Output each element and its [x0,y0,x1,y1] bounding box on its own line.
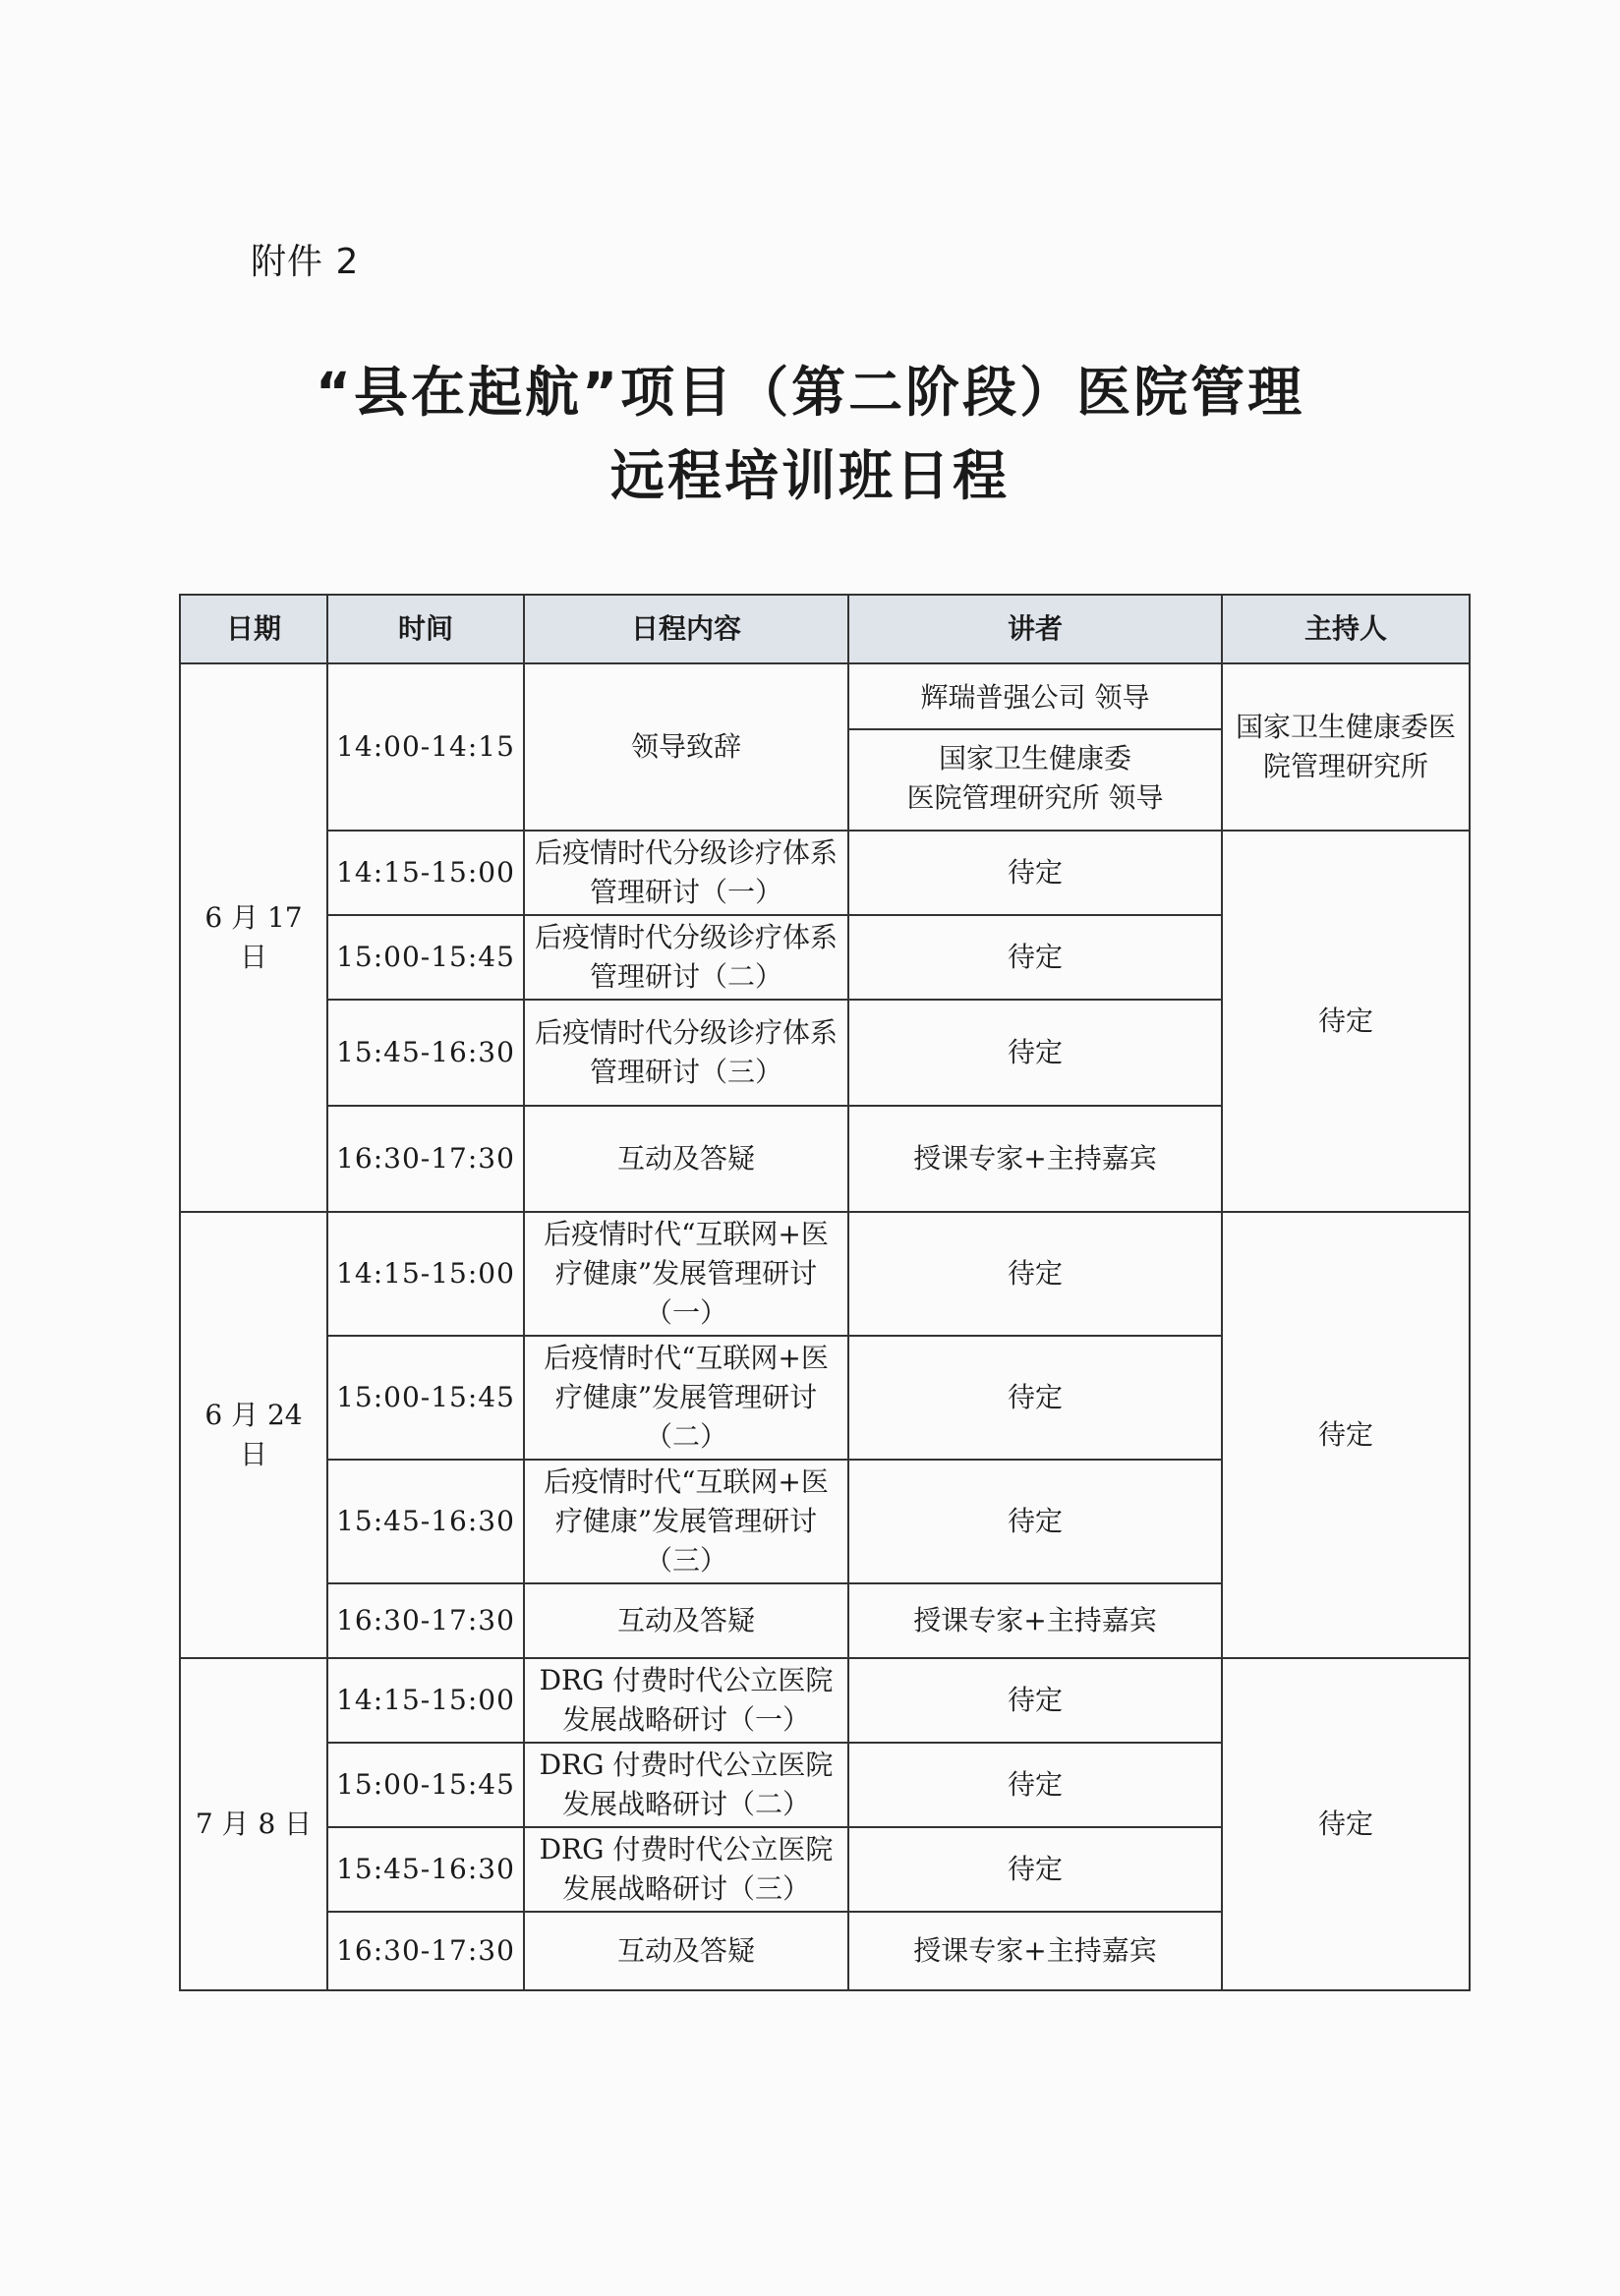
time-cell: 14:15-15:00 [327,1658,524,1743]
content-cell: 后疫情时代“互联网+医疗健康”发展管理研讨（三） [524,1460,848,1583]
content-cell: 互动及答疑 [524,1912,848,1990]
time-cell: 16:30-17:30 [327,1583,524,1658]
header-date: 日期 [180,595,327,663]
table-row [180,1658,1470,1743]
table-row [180,663,1470,831]
header-host: 主持人 [1222,595,1470,663]
time-cell: 14:15-15:00 [327,831,524,915]
host-cell: 待定 [1222,1658,1470,1990]
speaker-cell: 待定 [848,1336,1222,1460]
speaker-cell: 辉瑞普强公司 领导 [920,681,1150,714]
date-cell: 7 月 8 日 [180,1658,327,1990]
content-cell: 后疫情时代“互联网+医疗健康”发展管理研讨（二） [524,1336,848,1460]
header-speaker: 讲者 [848,595,1222,663]
speaker-cell: 待定 [848,1743,1222,1827]
content-cell: 后疫情时代分级诊疗体系管理研讨（一） [524,831,848,915]
speaker-cell: 待定 [848,1212,1222,1336]
content-cell: 互动及答疑 [524,1583,848,1658]
time-cell: 15:45-16:30 [327,1827,524,1912]
host-cell: 国家卫生健康委医院管理研究所 [1222,663,1470,831]
time-cell: 14:00-14:15 [327,663,524,831]
date-cell: 6 月 17 日 [180,663,327,1212]
content-cell: 领导致辞 [524,663,848,831]
content-cell: 互动及答疑 [524,1106,848,1212]
table-row [180,1212,1470,1336]
content-cell: 后疫情时代“互联网+医疗健康”发展管理研讨（一） [524,1212,848,1336]
time-cell: 15:45-16:30 [327,1460,524,1583]
content-cell: 后疫情时代分级诊疗体系管理研讨（二） [524,915,848,1000]
speaker-cell: 授课专家+主持嘉宾 [848,1583,1222,1658]
speaker-cell: 待定 [848,1658,1222,1743]
speaker-cell: 待定 [848,1827,1222,1912]
document-title-line1: “县在起航”项目（第二阶段）医院管理 [315,361,1305,424]
document-title-line2: 远程培训班日程 [609,444,1010,507]
header-content: 日程内容 [524,595,848,663]
table-header-row [180,595,1470,663]
time-cell: 14:15-15:00 [327,1212,524,1336]
speaker-cell: 待定 [848,1460,1222,1583]
time-cell: 16:30-17:30 [327,1912,524,1990]
content-cell: DRG 付费时代公立医院发展战略研讨（三） [524,1827,848,1912]
table-row [180,831,1470,915]
speaker-cell: 待定 [848,1000,1222,1106]
schedule-table [179,594,1471,1991]
time-cell: 15:00-15:45 [327,1743,524,1827]
header-time: 时间 [327,595,524,663]
speaker-cell: 待定 [848,831,1222,915]
speaker-cell: 国家卫生健康委 医院管理研究所 领导 [849,729,1221,827]
date-cell: 6 月 24 日 [180,1212,327,1658]
content-cell: DRG 付费时代公立医院发展战略研讨（二） [524,1743,848,1827]
host-cell: 待定 [1222,831,1470,1212]
time-cell: 16:30-17:30 [327,1106,524,1212]
speaker-cell: 授课专家+主持嘉宾 [848,1106,1222,1212]
time-cell: 15:00-15:45 [327,915,524,1000]
time-cell: 15:45-16:30 [327,1000,524,1106]
attachment-label: 附件 2 [251,242,360,282]
host-cell: 待定 [1222,1212,1470,1658]
content-cell: DRG 付费时代公立医院发展战略研讨（一） [524,1658,848,1743]
content-cell: 后疫情时代分级诊疗体系管理研讨（三） [524,1000,848,1106]
time-cell: 15:00-15:45 [327,1336,524,1460]
speaker-cell: 待定 [848,915,1222,1000]
speaker-cell: 授课专家+主持嘉宾 [848,1912,1222,1990]
